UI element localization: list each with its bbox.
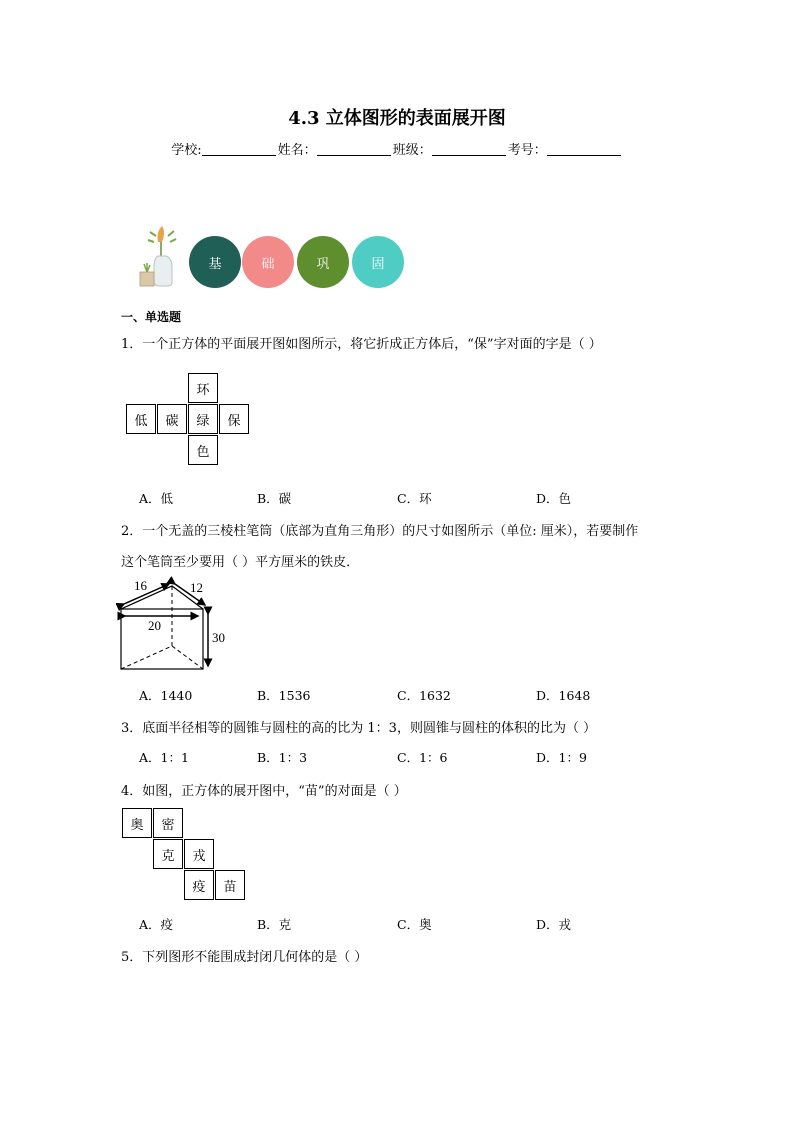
name-blank[interactable] <box>317 143 391 156</box>
option-c[interactable]: C．环 <box>397 491 432 506</box>
question-1-text: 1．一个正方体的平面展开图如图所示，将它折成正方体后，“保”字对面的字是（ ） <box>121 337 602 352</box>
question-3-text: 3．底面半径相等的圆锥与圆柱的高的比为 1：3，则圆锥与圆柱的体积的比为（ ） <box>121 721 597 736</box>
badge-chu: 础 <box>242 236 294 288</box>
option-b[interactable]: B．1536 <box>257 688 311 703</box>
net-cell: 色 <box>188 435 218 465</box>
net-cell: 绿 <box>188 404 218 434</box>
prism-figure <box>116 576 234 674</box>
school-blank[interactable] <box>202 143 276 156</box>
badge-ji: 基 <box>189 236 241 288</box>
question-4-text: 4．如图，正方体的展开图中，“苗”的对面是（ ） <box>121 784 407 799</box>
option-c[interactable]: C．奥 <box>397 917 432 932</box>
net-cell: 戎 <box>184 839 214 869</box>
option-a[interactable]: A．低 <box>139 491 174 506</box>
dim-12: 12 <box>190 580 203 595</box>
option-d[interactable]: D．1：9 <box>536 750 587 765</box>
page-title: 4.3 立体图形的表面展开图 <box>288 108 506 129</box>
option-d[interactable]: D．色 <box>536 491 572 506</box>
net-cell: 碳 <box>157 404 187 434</box>
student-info-line <box>0 139 794 158</box>
school-label: 学校: <box>171 143 202 158</box>
option-b[interactable]: B．碳 <box>257 491 292 506</box>
option-d[interactable]: D．1648 <box>536 688 591 703</box>
section-heading: 一、单选题 <box>121 310 182 324</box>
net-cell: 保 <box>219 404 249 434</box>
net-cell: 奥 <box>122 808 152 838</box>
net-cell: 苗 <box>215 870 245 900</box>
question-1-net <box>126 373 252 467</box>
number-blank[interactable] <box>547 143 621 156</box>
net-cell: 环 <box>188 373 218 403</box>
number-label: 考号： <box>507 143 547 158</box>
question-5-text: 5．下列图形不能围成封闭几何体的是（ ） <box>121 950 368 965</box>
net-cell: 疫 <box>184 870 214 900</box>
option-c[interactable]: C．1632 <box>397 688 451 703</box>
net-cell: 低 <box>126 404 156 434</box>
name-label: 姓名： <box>277 143 317 158</box>
option-b[interactable]: B．克 <box>257 917 292 932</box>
flower-vase-icon <box>136 222 188 290</box>
option-a[interactable]: A．1440 <box>139 688 193 703</box>
badge-gu: 固 <box>352 236 404 288</box>
class-blank[interactable] <box>432 143 506 156</box>
dim-20: 20 <box>148 618 161 633</box>
question-2-text-line2: 这个笔筒至少要用（ ）平方厘米的铁皮． <box>121 555 360 570</box>
option-d[interactable]: D．戎 <box>536 917 572 932</box>
net-cell: 密 <box>153 808 183 838</box>
dim-16: 16 <box>134 578 147 593</box>
question-2-text-line1: 2．一个无盖的三棱柱笔筒（底部为直角三角形）的尺寸如图所示（单位: 厘米），若要制作 <box>121 524 639 539</box>
dim-30: 30 <box>212 630 225 645</box>
badge-gong: 巩 <box>297 236 349 288</box>
question-4-net <box>122 808 246 900</box>
class-label: 班级： <box>392 143 432 158</box>
option-a[interactable]: A．1：1 <box>139 750 189 765</box>
option-a[interactable]: A．疫 <box>139 917 174 932</box>
option-c[interactable]: C．1：6 <box>397 750 448 765</box>
net-cell: 克 <box>153 839 183 869</box>
option-b[interactable]: B．1：3 <box>257 750 308 765</box>
